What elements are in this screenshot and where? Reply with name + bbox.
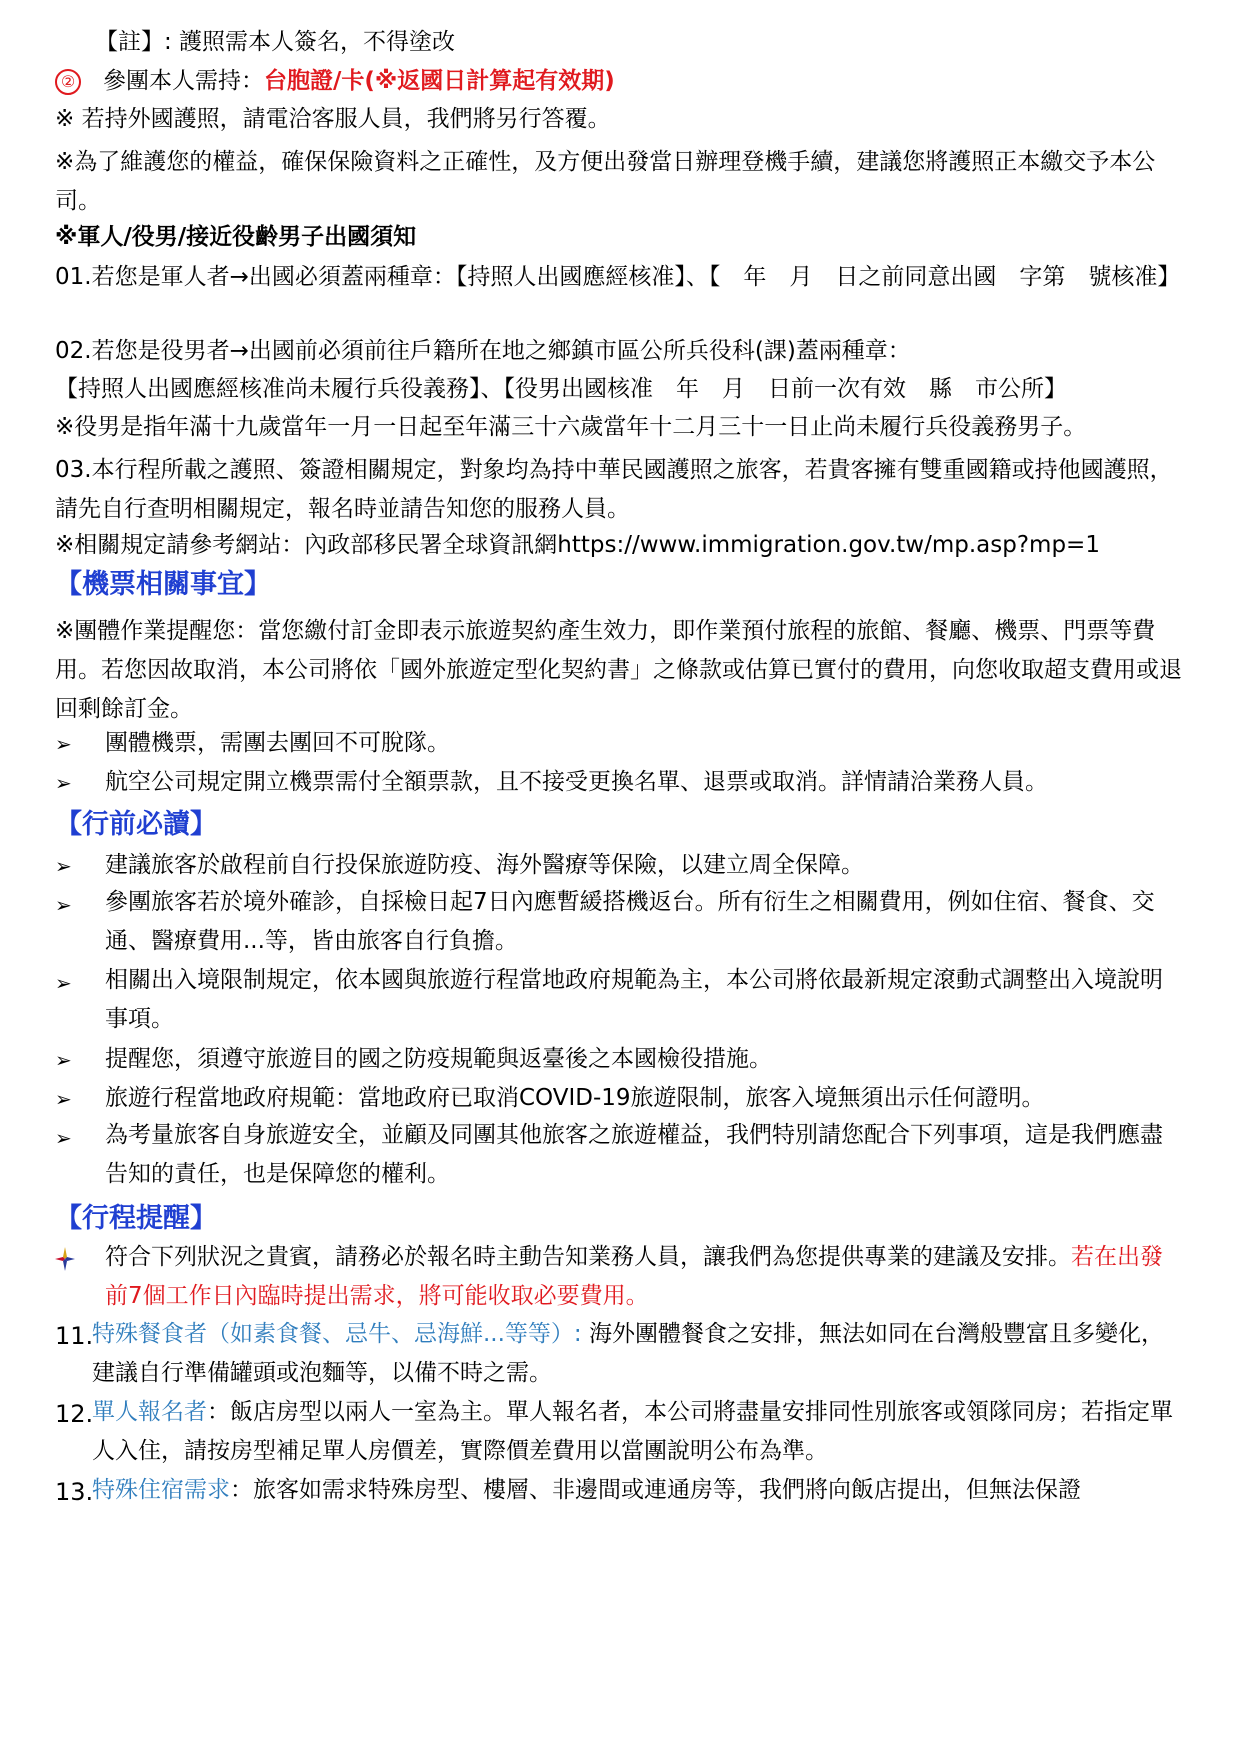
- arrow-bullet-icon: ➢: [55, 971, 72, 995]
- protect-rights-note: ※為了維護您的權益，確保保險資料之正確性，及方便出發當日辦理登機手續，建議您將護照正本繳交予本公司。: [55, 149, 1156, 214]
- remind-item-label: 特殊住宿需求: [92, 1477, 230, 1503]
- military-item-01: 01.若您是軍人者→出國必須蓋兩種章：【持照人出國應經核准】、【 年 月 日之前同意出國 字第 號核准】: [55, 264, 1181, 290]
- reference-website: ※相關規定請參考網站：內政部移民署全球資訊網https://www.immigration.gov.tw/mp.asp?mp=1: [55, 532, 1100, 558]
- arrow-bullet-icon: ➢: [55, 771, 72, 795]
- remind-item-text: 海外團體餐食之安排，無法如同在台灣般豐富且多變化，建議自行準備罐頭或泡麵等，以備不時之需。: [92, 1321, 1164, 1386]
- remind-item-number: 12.: [55, 1400, 94, 1428]
- ticket-bullet-1: 團體機票，需團去團回不可脫隊。: [105, 730, 450, 756]
- arrow-bullet-icon: ➢: [55, 1048, 72, 1072]
- before-bullet-3: 相關出入境限制規定，依本國與旅遊行程當地政府規範為主，本公司將依最新規定滾動式調整出入境說明事項。: [105, 967, 1163, 1032]
- remind-intro: [105, 1238, 1185, 1316]
- before-bullet-5: 旅遊行程當地政府規範：當地政府已取消COVID-19旅遊限制，旅客入境無須出示任何證明。: [105, 1085, 1045, 1111]
- before-bullet-2: 參團旅客若於境外確診，自採檢日起7日內應暫緩搭機返台。所有衍生之相關費用，例如住宿、餐食、交通、醫療費用...等，皆由旅客自行負擔。: [105, 889, 1155, 954]
- circled-number-2: ②: [55, 69, 81, 95]
- ticket-section-heading: 【機票相關事宜】: [55, 569, 271, 600]
- passport-signature-note: 【註】: 護照需本人簽名，不得塗改: [95, 29, 456, 55]
- arrow-bullet-icon: ➢: [55, 1126, 72, 1150]
- remind-intro-warning: 若在出發前7個工作日內臨時提出需求，將可能收取必要費用。: [105, 1244, 1163, 1309]
- arrow-bullet-icon: ➢: [55, 1087, 72, 1111]
- ticket-bullet-2: 航空公司規定開立機票需付全額票款，且不接受更換名單、退票或取消。詳情請洽業務人員。: [105, 769, 1048, 795]
- remind-item-13: [92, 1471, 1185, 1510]
- remind-item-text: ：飯店房型以兩人一室為主。單人報名者，本公司將盡量安排同性別旅客或領隊同房；若指定單人入住，請按房型補足單人房價差，實際價差費用以當團說明公布為準。: [92, 1399, 1173, 1464]
- remind-item-12: [92, 1393, 1185, 1471]
- remind-item-label: 單人報名者: [92, 1399, 207, 1425]
- military-item-02-definition: ※役男是指年滿十九歲當年一月一日起至年滿三十六歲當年十二月三十一日止尚未履行兵役義務男子。: [55, 414, 1087, 440]
- military-item-03: 03.本行程所載之護照、簽證相關規定，對象均為持中華民國護照之旅客，若貴客擁有雙重國籍或持他國護照，請先自行查明相關規定，報名時並請告知您的服務人員。: [55, 457, 1173, 522]
- before-section-heading: 【行前必讀】: [55, 809, 217, 840]
- remind-item-11: [92, 1315, 1185, 1393]
- item-2-line: [55, 66, 1185, 96]
- foreign-passport-note: ※ 若持外國護照，請電洽客服人員，我們將另行答覆。: [55, 106, 611, 132]
- item-2-requirement: 台胞證/卡(※返國日計算起有效期): [264, 68, 615, 94]
- arrow-bullet-icon: ➢: [55, 893, 72, 917]
- diamond-star-icon: [55, 1247, 75, 1275]
- remind-item-label: 特殊餐食者（如素食餐、忌牛、忌海鮮...等等）:: [92, 1321, 582, 1347]
- military-item-02: 02.若您是役男者→出國前必須前往戶籍所在地之鄉鎮市區公所兵役科(課)蓋兩種章：: [55, 338, 911, 364]
- military-item-02-stamps: 【持照人出國應經核准尚未履行兵役義務】、【役男出國核准 年 月 日前一次有效 縣 市公所】: [55, 376, 1067, 402]
- arrow-bullet-icon: ➢: [55, 732, 72, 756]
- item-2-prefix: 參團本人需持：: [103, 68, 264, 94]
- ticket-intro: ※團體作業提醒您：當您繳付訂金即表示旅遊契約產生效力，即作業預付旅程的旅館、餐廳、機票、門票等費用。若您因故取消，本公司將依「國外旅遊定型化契約書」之條款或估算已實付的費用，向您收取超支費用或退回剩餘訂金。: [55, 618, 1182, 722]
- before-bullet-6: 為考量旅客自身旅遊安全，並顧及同團其他旅客之旅遊權益，我們特別請您配合下列事項，這是我們應盡告知的責任，也是保障您的權利。: [105, 1122, 1163, 1187]
- remind-intro-text: 符合下列狀況之貴賓，請務必於報名時主動告知業務人員，讓我們為您提供專業的建議及安排。: [105, 1244, 1071, 1270]
- remind-item-number: 11.: [55, 1322, 94, 1350]
- before-bullet-1: 建議旅客於啟程前自行投保旅遊防疫、海外醫療等保險，以建立周全保障。: [105, 852, 864, 878]
- before-bullet-4: 提醒您，須遵守旅遊目的國之防疫規範與返臺後之本國檢役措施。: [105, 1046, 772, 1072]
- military-section-title: ※軍人/役男/接近役齡男子出國須知: [55, 224, 417, 250]
- remind-section-heading: 【行程提醒】: [55, 1203, 217, 1234]
- remind-item-number: 13.: [55, 1478, 94, 1506]
- arrow-bullet-icon: ➢: [55, 854, 72, 878]
- remind-item-text: ：旅客如需求特殊房型、樓層、非邊間或連通房等，我們將向飯店提出，但無法保證: [230, 1477, 1081, 1503]
